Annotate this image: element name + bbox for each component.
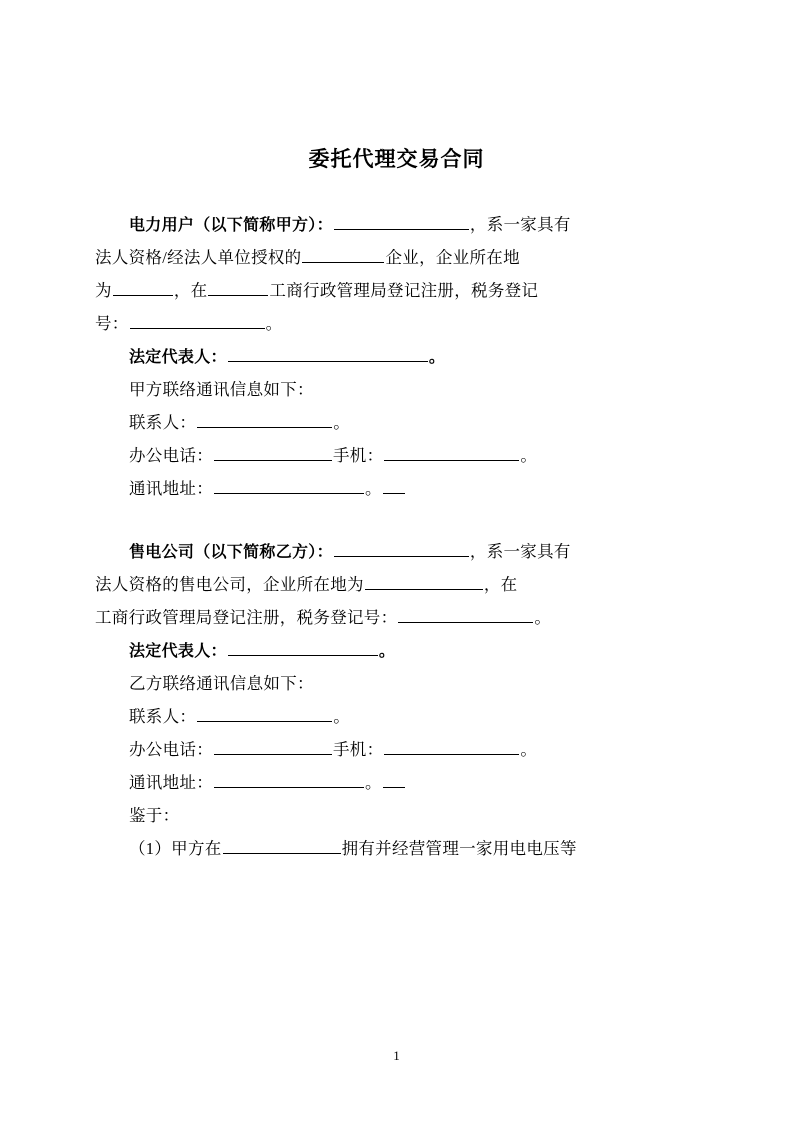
party-b-line3-a: 工商行政管理局登记注册，税务登记号： [95,608,398,627]
page-number: 1 [393,1048,400,1063]
party-b-address-trailing-rule [383,770,405,788]
party-a-line3-a: 为 [95,281,112,300]
party-a-contact-person-tail: 。 [333,413,351,432]
party-b-contact-person-line [95,700,698,733]
whereas-item-1 [95,832,698,865]
party-b-address-tail: 。 [365,773,382,792]
party-a-enterprise-type-field[interactable] [302,245,384,263]
party-a-block [95,208,698,505]
party-b-location-field[interactable] [365,572,483,590]
party-b-legal-rep-field[interactable] [228,638,378,656]
whereas-item1-field[interactable] [223,836,341,854]
party-b-address-line [95,766,698,799]
section-gap [95,505,698,535]
whereas-intro: 鉴于： [129,806,180,825]
party-b-name-field[interactable] [334,539,469,557]
party-a-legal-rep-field[interactable] [228,344,428,362]
party-a-identification [95,208,698,241]
party-b-address-field[interactable] [214,770,364,788]
party-a-line2-a: 法人资格/经法人单位授权的 [95,248,302,267]
party-a-line4-b: 。 [265,314,283,333]
party-a-legal-rep-label: 法定代表人： [129,347,227,366]
party-a-address-tail: 。 [365,479,382,498]
party-a-contact-person-line [95,406,698,439]
party-b-office-phone-field[interactable] [214,737,332,755]
party-a-name-field[interactable] [334,212,469,230]
party-a-line3-b: ，在 [173,281,208,300]
party-b-mobile-tail: 。 [520,740,538,759]
party-b-line2-a: 法人资格的售电公司，企业所在地为 [95,575,364,594]
party-a-registration-authority-field[interactable] [208,278,268,296]
party-a-legal-rep-line [95,340,698,373]
party-b-legal-rep-line [95,634,698,667]
party-b-mobile-field[interactable] [384,737,519,755]
party-b-identification [95,535,698,568]
party-a-contact-intro: 甲方联络通讯信息如下： [129,380,314,399]
party-a-location-field[interactable] [113,278,173,296]
party-a-tax-number-field[interactable] [130,311,265,329]
party-a-contact-person-label: 联系人： [129,413,197,432]
party-b-line3-b: 。 [534,608,552,627]
page-title: 委托代理交易合同 [308,147,485,171]
party-a-address-field[interactable] [214,476,364,494]
party-b-line2-b: ，在 [483,575,518,594]
party-a-mobile-label: 手机： [333,446,384,465]
party-a-address-trailing-rule [383,476,405,494]
party-b-contact-person-label: 联系人： [129,707,197,726]
party-a-line1-tail: ，系一家具有 [469,215,571,234]
party-a-line2-b: 企业，企业所在地 [385,248,520,267]
party-a-location-line [95,274,698,307]
party-a-contact-person-field[interactable] [197,410,332,428]
party-a-address-line [95,472,698,505]
party-b-contact-person-tail: 。 [333,707,351,726]
party-b-contact-intro: 乙方联络通讯信息如下： [129,674,314,693]
party-a-mobile-tail: 。 [520,446,538,465]
party-b-block [95,535,698,865]
party-b-heading-label: 售电公司（以下简称乙方）： [129,542,333,561]
party-a-legal-rep-tail: 。 [428,347,446,366]
party-a-mobile-field[interactable] [384,443,519,461]
party-a-line3-c: 工商行政管理局登记注册，税务登记 [269,281,539,300]
party-b-office-phone-label: 办公电话： [129,740,213,759]
party-b-phone-line [95,733,698,766]
party-a-office-phone-field[interactable] [214,443,332,461]
party-b-line1-tail: ，系一家具有 [469,542,571,561]
document-body [95,208,698,865]
party-a-heading-label: 电力用户（以下简称甲方）： [129,215,333,234]
party-b-mobile-label: 手机： [333,740,384,759]
party-a-address-label: 通讯地址： [129,479,213,498]
whereas-item1-b: 拥有并经营管理一家用电电压等 [341,839,577,858]
party-a-qualification-line [95,241,698,274]
party-b-qualification-line [95,568,698,601]
party-a-office-phone-label: 办公电话： [129,446,213,465]
party-a-phone-line [95,439,698,472]
party-b-legal-rep-label: 法定代表人： [129,641,227,660]
party-b-tax-line [95,601,698,634]
party-a-tax-line [95,307,698,340]
party-b-legal-rep-tail: 。 [378,641,396,660]
whereas-item1-a: （1）甲方在 [129,839,222,858]
party-a-line4-a: 号： [95,314,129,333]
party-b-address-label: 通讯地址： [129,773,213,792]
party-b-tax-number-field[interactable] [398,605,533,623]
party-b-contact-person-field[interactable] [197,704,332,722]
